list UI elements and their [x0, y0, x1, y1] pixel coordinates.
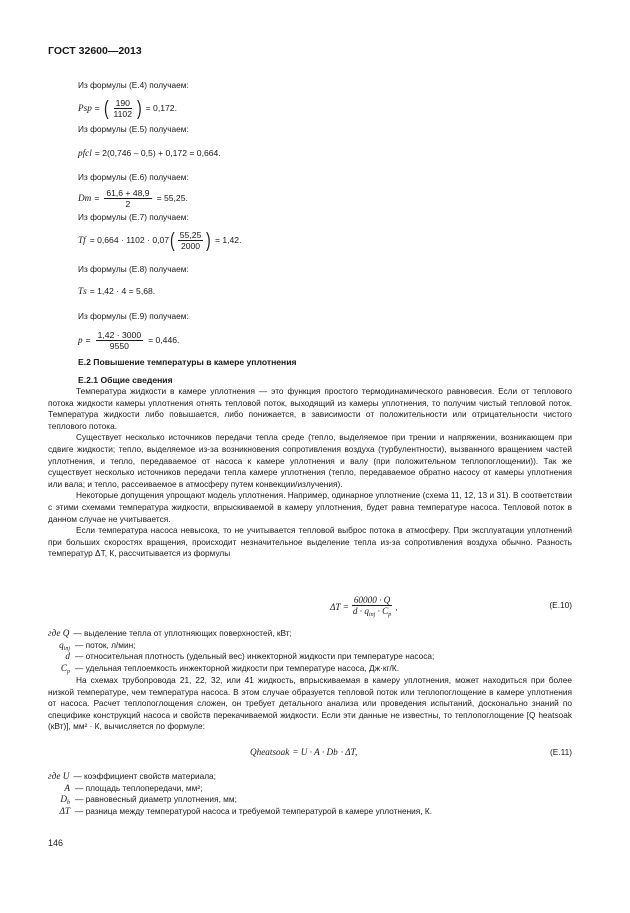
- eq-e10-den: d · q: [352, 606, 369, 616]
- paragraph: На схемах трубопровода 21, 22, 32, или 41 жидкость, впрыскиваемая в камеру уплотнения, может находиться при более низкой температуре, чем температура насоса. В этом случае образуется тепловой поток или теплопоглощение в камере уплотнения от насоса. Расчет теплопоглощения сложен, он требует детального анализа или проведения испытаний, досконально знаний по специфике конструкций насоса и свойств перекачиваемой жидкости. Если эти данные не известны, то теплопоглощение [Q heatsoak (кВт)], мм² · К, вычисляется по формуле:: [48, 675, 572, 732]
- equation-e11: [250, 747, 357, 759]
- equation-number-e10: (Е.10): [549, 600, 572, 610]
- eq-e11-lhs: Q: [250, 747, 257, 757]
- equation-ts: [78, 286, 155, 298]
- equation-pfcl: [78, 148, 221, 160]
- eq-pfcl-lhs: p: [78, 148, 83, 158]
- eq-dm-result: = 55,25.: [156, 192, 188, 203]
- paragraph: Температура жидкости в камере уплотнения — это функция простого термодинамического равновесия. Если от теплового потока жидкости камеры уплотнения отнять тепловой поток, выходящий из камеры уплотнения, то получим чистый тепловой поток. Температура жидкости либо повышается, либо понижается, в зависимости от положительности или отрицательности чистого теплового потока.: [48, 386, 572, 431]
- eq-e11-rhs: = U · A · D: [292, 747, 334, 757]
- definition-row: [48, 794, 432, 806]
- formula-intro-e5: Из формулы (Е.5) получаем:: [78, 124, 189, 134]
- def-symbol: C: [60, 662, 67, 673]
- equation-dm: D m = $\frac{61,6 + 48,9}{2}$ = 55,25.: [78, 188, 188, 209]
- def-symbol: ΔT: [59, 805, 70, 816]
- def-text: — разница между температурой насоса и требуемой температурой в камере уплотнения, К.: [75, 805, 433, 816]
- eq-psp-num: 190: [115, 98, 130, 108]
- paragraph-heatsoak: [48, 675, 572, 733]
- definition-row: [48, 628, 434, 640]
- definition-row: [48, 806, 432, 818]
- def-symbol: q: [59, 639, 64, 650]
- equation-tf: T f = 0,664 · 1102 · 0,07 ( $\frac{55,25}{2000}$ ) = 1,42.: [78, 229, 242, 252]
- eq-e10-tail: ,: [395, 601, 398, 612]
- def-text: — удельная теплоемкость инжекторной жидкости при температуре насоса, Дж·кг/К.: [75, 662, 399, 673]
- section-title: Е.2 Повышение температуры в камере уплотнения: [78, 357, 297, 367]
- formula-intro-e4: Из формулы (Е.4) получаем:: [78, 80, 189, 90]
- page-number: 146: [48, 838, 64, 848]
- eq-tf-num: 55,25: [179, 230, 202, 240]
- eq-dm-num: 61,6 + 48,9: [106, 188, 150, 198]
- definition-row: [48, 783, 432, 795]
- def-text: — относительная плотность (удельный вес) инжекторной жидкости при температуре насоса;: [75, 651, 435, 662]
- eq-psp-result: = 0,172.: [145, 102, 177, 113]
- section-paragraphs: [48, 386, 572, 560]
- def-symbol-sub: b: [67, 800, 70, 807]
- definition-row: [48, 663, 434, 675]
- paragraph: Некоторые допущения упрощают модель уплотнения. Например, одинарное уплотнение (схема 11, 12, 13 и 31). В соответствии с этими схемами температура жидкости, впрыскиваемой в камеру уплотнения, будет равна температуре насоса. Тепловой поток в данном случае не учитывается.: [48, 490, 572, 524]
- eq-tf-lhs-sub: f: [83, 234, 86, 245]
- eq-e11-rhs-sub: b: [333, 747, 338, 757]
- document-header: ГОСТ 32600—2013: [48, 45, 142, 57]
- def-symbol: где U: [48, 771, 70, 781]
- eq-ts-lhs-sub: s: [83, 286, 87, 296]
- eq-tf-result: = 1,42.: [214, 234, 242, 245]
- eq-tf-den: 2000: [180, 241, 201, 251]
- equation-psp: P sp = ( $\frac{190}{1102}$ ) = 0,172.: [78, 97, 177, 120]
- formula-intro-e8: Из формулы (Е.8) получаем:: [78, 264, 189, 274]
- formula-intro-e9: Из формулы (Е.9) получаем:: [78, 311, 189, 321]
- def-symbol: где Q: [48, 628, 70, 638]
- def-text: — поток, л/мин;: [75, 639, 136, 650]
- section-subtitle: Е.2.1 Общие сведения: [78, 375, 173, 385]
- eq-ts-lhs: T: [78, 286, 84, 296]
- eq-dm-lhs-sub: m: [84, 192, 92, 203]
- equation-e10: [330, 595, 398, 620]
- def-symbol: d: [65, 651, 70, 662]
- eq-dm-den: 2: [125, 199, 131, 209]
- eq-p-result: = 0,446.: [148, 334, 180, 345]
- def-text: — равновесный диаметр уплотнения, мм;: [75, 794, 237, 805]
- eq-pfcl-rhs: = 2(0,746 – 0,5) + 0,172 = 0,664.: [94, 148, 221, 158]
- paragraph: Существует несколько источников передачи тепла среде (тепло, выделяемое при трении и напряжении, возникающем при сдвиге жидкости; тепло, выделяемое из-за возникновения сопротивления воздуха (турбулентности), вызванного вращением частей уплотнения, и тепло, передаваемое от насоса к камере уплотнения и валу (при положительном теплопоглощении)). Так же существует несколько источников передачи тепла камере уплотнения (тепло, передаваемое обратно насосу от камеры уплотнения или вала; и тепло, рассеиваемое в атмосферу путем конвекции/излучения).: [48, 432, 572, 489]
- equation-p: p = $\frac{1,42 \cdot 3000}{9550}$ = 0,446.: [78, 330, 180, 351]
- eq-tf-lhs: T: [78, 234, 84, 245]
- definition-row: [48, 651, 434, 663]
- paragraph: Если температура насоса невысока, то не учитывается тепловой выброс потока в атмосферу. При эксплуатации уплотнений при больших скоростях вращения, происходит незначительное выделение тепла из-за сопротивления воздуха обычно. Разность температур ΔT, К, рассчитывается из формулы: [48, 525, 572, 559]
- def-text: — площадь теплопередачи, мм²;: [75, 782, 203, 793]
- def-symbol: A: [64, 782, 70, 793]
- eq-tf-rhs: = 0,664 · 1102 · 0,07: [89, 234, 170, 245]
- definition-row: [48, 771, 432, 783]
- definition-row: [48, 640, 434, 652]
- eq-psp-lhs-sub: sp: [83, 102, 92, 113]
- definitions-e10: [48, 628, 434, 674]
- def-symbol-sub: p: [67, 668, 70, 675]
- formula-intro-e6: Из формулы (Е.6) получаем:: [78, 172, 189, 182]
- eq-psp-lhs: P: [78, 102, 84, 113]
- formula-intro-e7: Из формулы (Е.7) получаем:: [78, 212, 189, 222]
- eq-e11-tail: · ΔT,: [340, 747, 358, 757]
- eq-p-den: 9550: [109, 341, 129, 351]
- eq-ts-rhs: = 1,42 · 4 = 5,68.: [89, 286, 156, 296]
- eq-p-lhs: p: [78, 334, 83, 345]
- def-text: — выделение тепла от уплотняющих поверхностей, кВт;: [73, 628, 292, 638]
- eq-p-num: 1,42 · 3000: [97, 330, 142, 340]
- eq-e10-lhs: ΔT =: [330, 601, 349, 612]
- eq-e10-den-tail: · C: [377, 606, 389, 616]
- eq-e10-den-sub: inj: [368, 612, 376, 618]
- eq-pfcl-lhs-sub: fcl: [82, 148, 92, 158]
- def-text: — коэффициент свойств материала;: [73, 771, 216, 781]
- eq-dm-lhs: D: [78, 192, 85, 203]
- equation-number-e11: (Е.11): [550, 747, 572, 757]
- def-symbol: D: [60, 794, 67, 805]
- def-symbol-sub: inj: [63, 645, 70, 652]
- eq-e10-den-tail-sub: p: [388, 612, 392, 618]
- definitions-e11: [48, 771, 432, 817]
- eq-e10-num: 60000 · Q: [353, 595, 391, 605]
- eq-e11-lhs-sub: heatsoak: [256, 747, 290, 757]
- eq-psp-den: 1102: [113, 109, 132, 119]
